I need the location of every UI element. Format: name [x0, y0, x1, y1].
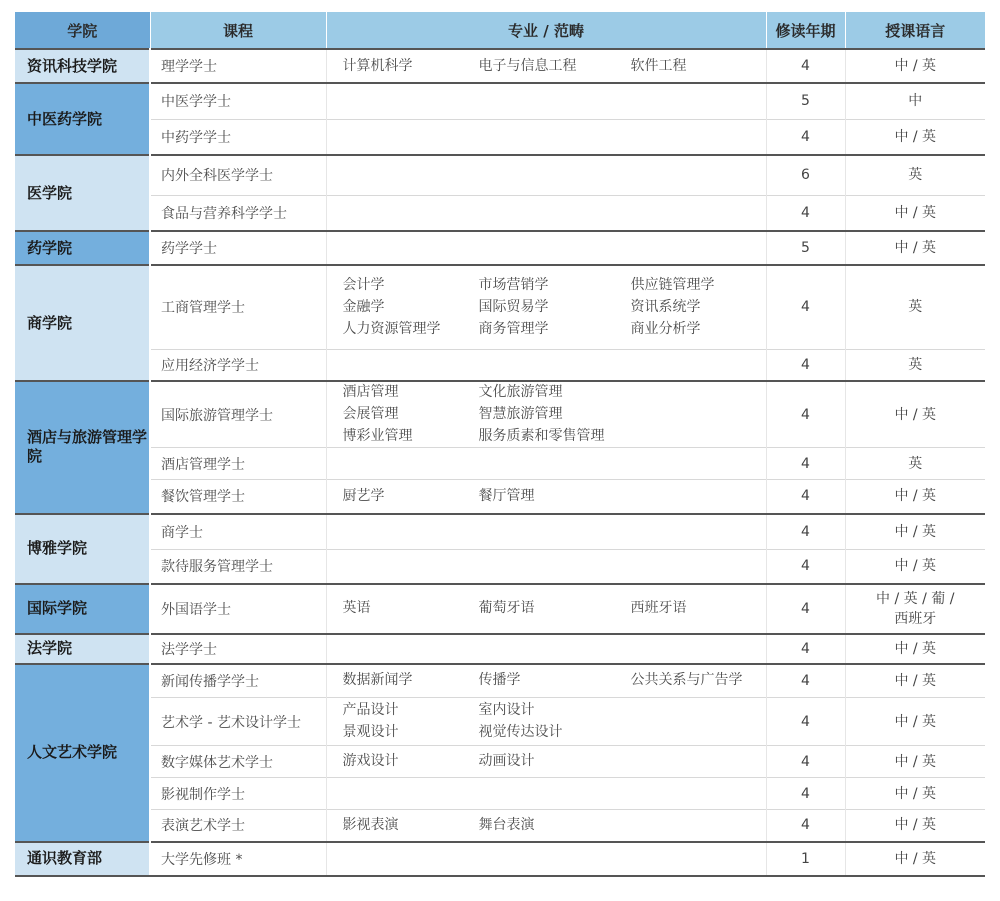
table-row: [15, 231, 985, 265]
course-cell: 款待服务管理学士: [150, 550, 326, 584]
years-cell: 5: [766, 83, 845, 119]
course-cell: 表演艺术学士: [150, 810, 326, 842]
language-cell: 中 / 英: [845, 664, 985, 698]
table-row: [15, 514, 985, 550]
major-item: 博彩业管理: [342, 428, 413, 444]
language-cell: 中 / 英: [845, 195, 985, 231]
school-cell: 人文艺术学院: [15, 664, 150, 842]
language-cell: 中 / 英: [845, 231, 985, 265]
years-cell: 5: [766, 231, 845, 265]
table-row: [15, 49, 985, 83]
table-row: [15, 550, 985, 584]
table-row: [15, 746, 985, 778]
years-cell: 4: [766, 265, 845, 349]
language-cell: 中 / 英: [845, 49, 985, 83]
major-item: 传播学: [478, 672, 521, 689]
course-cell: 艺术学 - 艺术设计学士: [150, 698, 326, 746]
header-years: 修读年期: [766, 12, 845, 49]
years-cell: 4: [766, 195, 845, 231]
major-item: 商务管理学: [478, 320, 549, 337]
major-item: [631, 722, 771, 743]
school-cell: 医学院: [15, 155, 150, 231]
major-item: 市场营销学: [478, 276, 549, 293]
major-list: [327, 700, 766, 743]
header-language: 授课语言: [845, 12, 985, 49]
major-item: 数据新闻学: [342, 672, 413, 689]
course-cell: 中药学学士: [150, 119, 326, 155]
major-cell: [326, 381, 766, 448]
major-item: 餐厅管理: [478, 487, 535, 504]
major-item: 葡萄牙语: [478, 600, 535, 616]
major-item: 西班牙语: [630, 600, 687, 616]
table-row: [15, 810, 985, 842]
major-item: 电子与信息工程: [478, 57, 577, 74]
major-cell: [326, 119, 766, 155]
major-item: 软件工程: [630, 57, 687, 74]
major-cell: [326, 265, 766, 349]
table-header: [15, 12, 985, 49]
language-cell: 中 / 英: [845, 698, 985, 746]
years-cell: 4: [766, 584, 845, 634]
major-item: 供应链管理学: [630, 276, 715, 293]
major-cell: [326, 83, 766, 119]
language-cell: 中 / 英 / 葡 / 西班牙: [845, 584, 985, 634]
table-row: [15, 155, 985, 195]
course-cell: 酒店管理学士: [150, 448, 326, 480]
course-cell: 影视制作学士: [150, 778, 326, 810]
course-cell: 药学学士: [150, 231, 326, 265]
table-row: [15, 448, 985, 480]
course-cell: 新闻传播学学士: [150, 664, 326, 698]
major-item: 舞台表演: [478, 816, 535, 833]
table-row: [15, 480, 985, 514]
language-cell: 中 / 英: [845, 810, 985, 842]
years-cell: 4: [766, 550, 845, 584]
years-cell: 4: [766, 448, 845, 480]
table-row: [15, 381, 985, 448]
table-row: [15, 842, 985, 876]
school-cell: 通识教育部: [15, 842, 150, 876]
table-row: [15, 265, 985, 349]
major-cell: [326, 155, 766, 195]
major-item: [631, 382, 771, 403]
major-item: 文化旅游管理: [478, 384, 563, 400]
course-cell: 餐饮管理学士: [150, 480, 326, 514]
course-cell: 工商管理学士: [150, 265, 326, 349]
course-cell: 中医学学士: [150, 83, 326, 119]
major-cell: [326, 778, 766, 810]
major-list: [327, 598, 766, 619]
course-cell: 理学学士: [150, 49, 326, 83]
language-cell: 中 / 英: [845, 381, 985, 448]
years-cell: 4: [766, 381, 845, 448]
major-list: [327, 751, 766, 772]
major-list: [327, 275, 766, 340]
school-cell: 博雅学院: [15, 514, 150, 584]
language-cell: 中: [845, 83, 985, 119]
major-cell: [326, 448, 766, 480]
years-cell: 4: [766, 664, 845, 698]
school-cell: 商学院: [15, 265, 150, 381]
major-list: [327, 56, 766, 77]
years-cell: 4: [766, 698, 845, 746]
major-item: 计算机科学: [342, 57, 413, 74]
major-cell: [326, 195, 766, 231]
table-row: [15, 119, 985, 155]
major-item: 会展管理: [342, 406, 399, 422]
table-body: [15, 49, 985, 876]
table-row: [15, 349, 985, 381]
language-cell: 中 / 英: [845, 634, 985, 664]
major-item: 智慧旅游管理: [478, 406, 563, 422]
major-item: 景观设计: [342, 724, 399, 740]
language-cell: 英: [845, 155, 985, 195]
major-item: 英语: [342, 600, 371, 616]
table-row: [15, 698, 985, 746]
years-cell: 4: [766, 778, 845, 810]
major-cell: [326, 746, 766, 778]
school-cell: 药学院: [15, 231, 150, 265]
years-cell: 4: [766, 119, 845, 155]
course-cell: 商学士: [150, 514, 326, 550]
major-list: [327, 815, 766, 836]
major-cell: [326, 231, 766, 265]
major-cell: [326, 664, 766, 698]
major-cell: [326, 49, 766, 83]
major-list: [327, 486, 766, 507]
language-cell: 英: [845, 265, 985, 349]
major-list: [327, 382, 766, 447]
language-cell: 中 / 英: [845, 514, 985, 550]
major-item: 资讯系统学: [630, 298, 701, 315]
table-row: [15, 83, 985, 119]
major-item: 游戏设计: [342, 753, 399, 769]
table-row: [15, 778, 985, 810]
language-cell: 英: [845, 349, 985, 381]
table-row: [15, 195, 985, 231]
major-cell: [326, 480, 766, 514]
header-course: 课程: [150, 12, 326, 49]
major-cell: [326, 514, 766, 550]
major-item: [631, 426, 771, 447]
major-item: 产品设计: [342, 702, 399, 718]
table-row: [15, 634, 985, 664]
language-cell: 中 / 英: [845, 778, 985, 810]
major-item: 人力资源管理学: [342, 320, 441, 337]
course-cell: 外国语学士: [150, 584, 326, 634]
header-school: 学院: [15, 12, 150, 49]
course-cell: 法学学士: [150, 634, 326, 664]
major-item: 厨艺学: [342, 487, 385, 504]
course-cell: 内外全科医学学士: [150, 155, 326, 195]
table-row: [15, 584, 985, 634]
major-item: 国际贸易学: [478, 298, 549, 315]
major-item: 服务质素和零售管理: [478, 428, 605, 444]
major-cell: [326, 698, 766, 746]
school-cell: 法学院: [15, 634, 150, 664]
major-list: [327, 670, 766, 691]
major-cell: [326, 634, 766, 664]
major-cell: [326, 550, 766, 584]
major-cell: [326, 842, 766, 876]
course-cell: 大学先修班 *: [150, 842, 326, 876]
school-cell: 中医药学院: [15, 83, 150, 155]
language-cell: 中 / 英: [845, 119, 985, 155]
major-item: 视觉传达设计: [478, 724, 563, 740]
language-cell: 中 / 英: [845, 480, 985, 514]
years-cell: 4: [766, 810, 845, 842]
table-row: [15, 664, 985, 698]
major-cell: [326, 810, 766, 842]
header-major: 专业 / 范畴: [326, 12, 766, 49]
course-cell: 数字媒体艺术学士: [150, 746, 326, 778]
major-item: 金融学: [342, 298, 385, 315]
years-cell: 4: [766, 514, 845, 550]
school-cell: 资讯科技学院: [15, 49, 150, 83]
major-item: [631, 700, 771, 721]
major-item: 动画设计: [478, 753, 535, 769]
school-cell: 酒店与旅游管理学院: [15, 381, 150, 514]
programme-table: [15, 12, 985, 877]
years-cell: 6: [766, 155, 845, 195]
major-item: 影视表演: [342, 816, 399, 833]
major-item: 公共关系与广告学: [630, 672, 743, 689]
course-cell: 食品与营养科学学士: [150, 195, 326, 231]
major-item: [631, 404, 771, 425]
course-cell: 应用经济学学士: [150, 349, 326, 381]
major-item: 会计学: [342, 276, 385, 293]
major-cell: [326, 349, 766, 381]
course-cell: 国际旅游管理学士: [150, 381, 326, 448]
major-item: 室内设计: [478, 702, 535, 718]
language-cell: 英: [845, 448, 985, 480]
years-cell: 1: [766, 842, 845, 876]
language-cell: 中 / 英: [845, 842, 985, 876]
school-cell: 国际学院: [15, 584, 150, 634]
years-cell: 4: [766, 480, 845, 514]
major-item: 酒店管理: [342, 384, 399, 400]
years-cell: 4: [766, 349, 845, 381]
major-cell: [326, 584, 766, 634]
years-cell: 4: [766, 746, 845, 778]
years-cell: 4: [766, 49, 845, 83]
years-cell: 4: [766, 634, 845, 664]
language-cell: 中 / 英: [845, 746, 985, 778]
language-cell: 中 / 英: [845, 550, 985, 584]
major-item: 商业分析学: [630, 320, 701, 337]
programme-table-container: [15, 12, 985, 877]
